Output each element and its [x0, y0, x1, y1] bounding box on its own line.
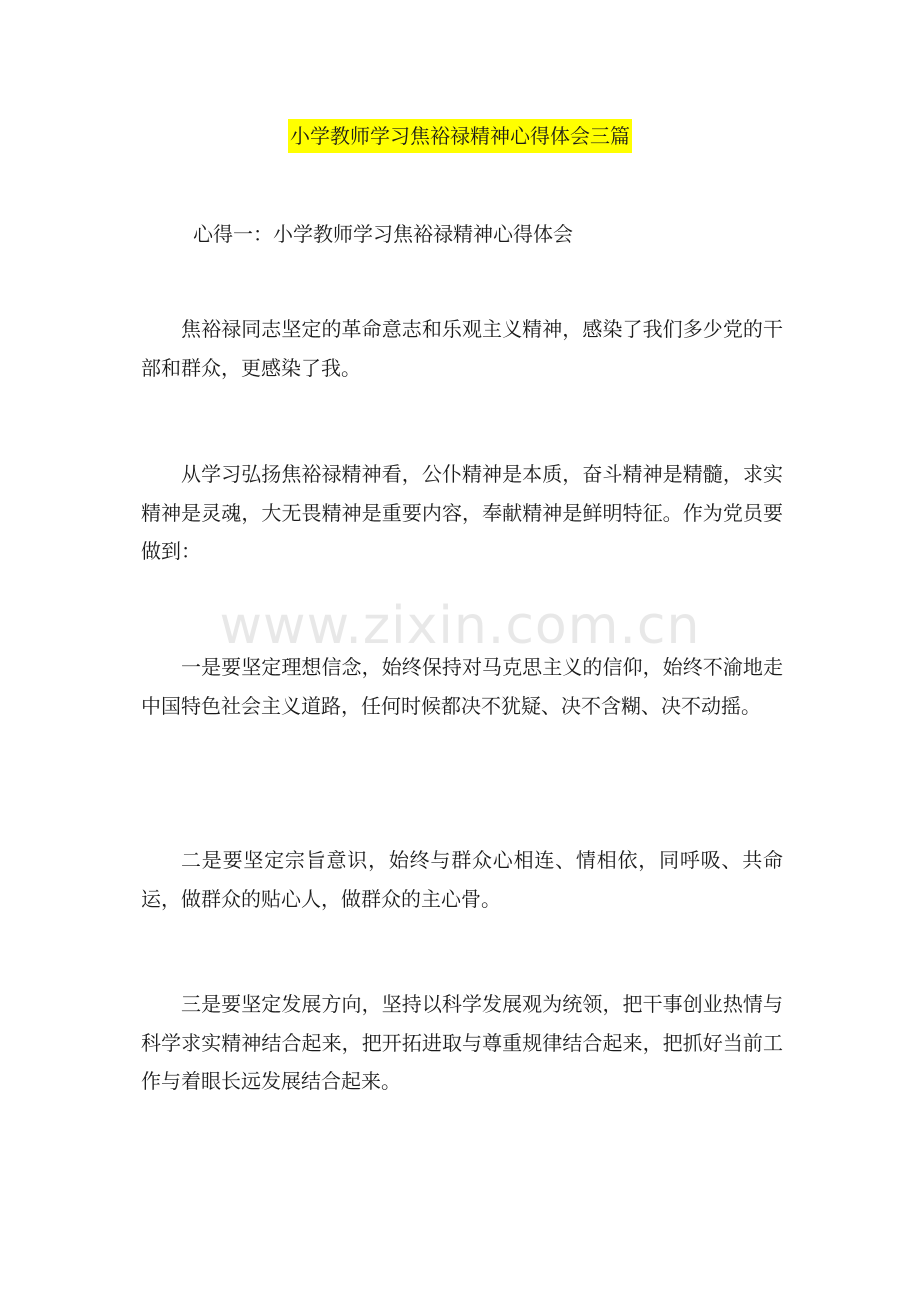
document-title: 小学教师学习焦裕禄精神心得体会三篇: [288, 119, 632, 153]
paragraph-intro: 焦裕禄同志坚定的革命意志和乐观主义精神，感染了我们多少党的干部和群众，更感染了我。: [141, 317, 783, 380]
paragraph-spirit: 从学习弘扬焦裕禄精神看，公仆精神是本质，奋斗精神是精髓，求实精神是灵魂，大无畏精神是重要内容，奉献精神是鲜明特征。作为党员要做到：: [141, 462, 783, 563]
section-heading: 心得一：小学教师学习焦裕禄精神心得体会: [193, 222, 573, 246]
title-container: [0, 119, 920, 153]
paragraph-point-two: 二是要坚定宗旨意识，始终与群众心相连、情相依，同呼吸、共命运，做群众的贴心人，做群众的主心骨。: [141, 848, 783, 911]
paragraph-point-one: 一是要坚定理想信念，始终保持对马克思主义的信仰，始终不渝地走中国特色社会主义道路，任何时候都决不犹疑、决不含糊、决不动摇。: [141, 655, 783, 718]
paragraph-point-three: 三是要坚定发展方向，坚持以科学发展观为统领，把干事创业热情与科学求实精神结合起来，把开拓进取与尊重规律结合起来，把抓好当前工作与着眼长远发展结合起来。: [141, 992, 783, 1093]
watermark-text: www.zixin.com.cn: [219, 596, 701, 656]
